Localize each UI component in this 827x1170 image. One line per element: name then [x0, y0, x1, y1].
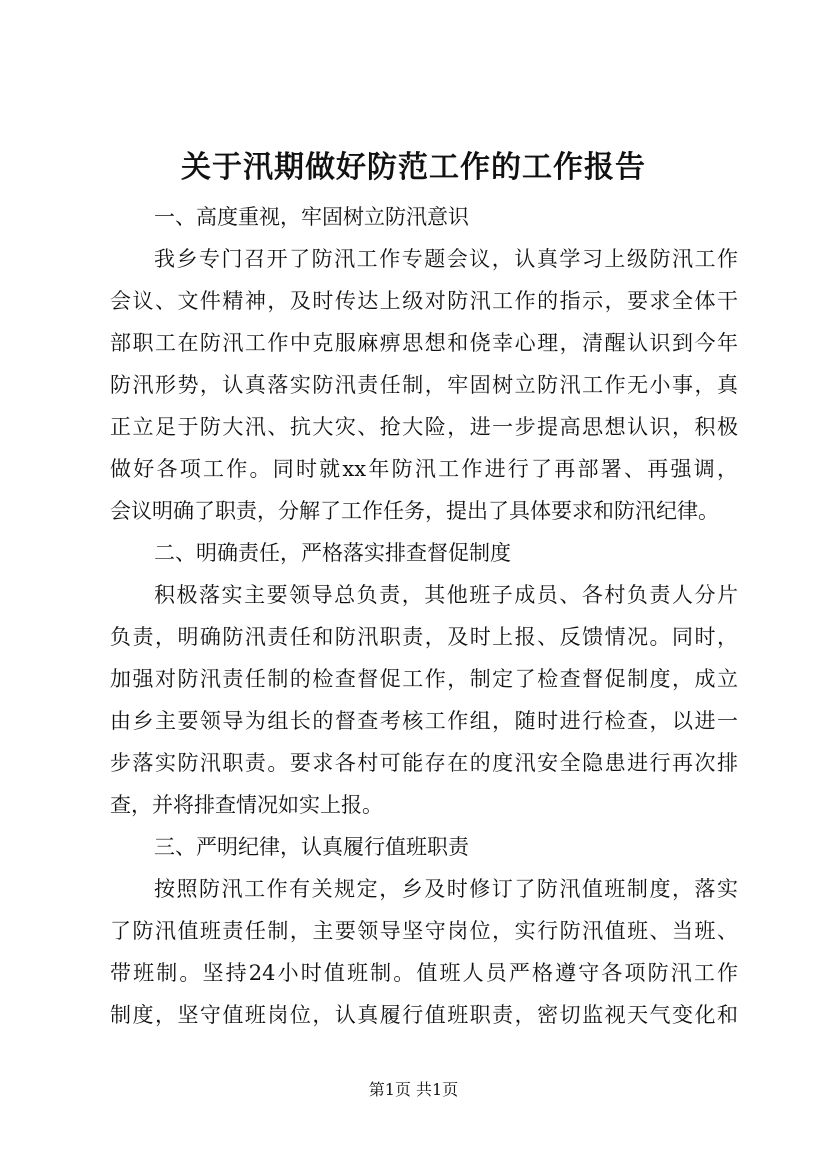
text-line: 会议、文件精神，及时传达上级对防汛工作的指示，要求全体干 [110, 289, 738, 313]
text-line: 做好各项工作。同时就xx年防汛工作进行了再部署、再强调， [110, 457, 738, 481]
text-line: 由乡主要领导为组长的督查考核工作组，随时进行检查，以进一 [110, 709, 738, 733]
text-line: 负责，明确防汛责任和防汛职责，及时上报、反馈情况。同时， [110, 625, 738, 649]
text-line: 步落实防汛职责。要求各村可能存在的度汛安全隐患进行再次排 [110, 751, 738, 775]
text-line: 制度，坚守值班岗位，认真履行值班职责，密切监视天气变化和 [110, 1003, 738, 1027]
text-line: 积极落实主要领导总负责，其他班子成员、各村负责人分片 [154, 583, 738, 607]
text-line: 我乡专门召开了防汛工作专题会议，认真学习上级防汛工作 [154, 247, 738, 271]
text-line: 二、明确责任，严格落实排查督促制度 [154, 541, 511, 565]
text-line: 一、高度重视，牢固树立防汛意识 [154, 205, 469, 229]
text-line: 正立足于防大汛、抗大灾、抢大险，进一步提高思想认识，积极 [110, 415, 738, 439]
page-footer: 第1页 共1页 [368, 1080, 459, 1099]
text-line: 按照防汛工作有关规定，乡及时修订了防汛值班制度，落实 [154, 877, 738, 901]
document-title: 关于汛期做好防范工作的工作报告 [181, 150, 646, 185]
text-line: 部职工在防汛工作中克服麻痹思想和侥幸心理，清醒认识到今年 [110, 331, 738, 355]
text-line: 三、严明纪律，认真履行值班职责 [154, 835, 469, 859]
text-line: 防汛形势，认真落实防汛责任制，牢固树立防汛工作无小事，真 [110, 373, 738, 397]
text-line: 了防汛值班责任制，主要领导坚守岗位，实行防汛值班、当班、 [110, 919, 738, 943]
text-line: 带班制。坚持24小时值班制。值班人员严格遵守各项防汛工作 [110, 961, 738, 985]
document-body [110, 196, 738, 1036]
text-line: 加强对防汛责任制的检查督促工作，制定了检查督促制度，成立 [110, 667, 738, 691]
text-line: 查，并将排查情况如实上报。 [110, 793, 383, 817]
text-line: 会议明确了职责，分解了工作任务，提出了具体要求和防汛纪律。 [110, 499, 719, 523]
